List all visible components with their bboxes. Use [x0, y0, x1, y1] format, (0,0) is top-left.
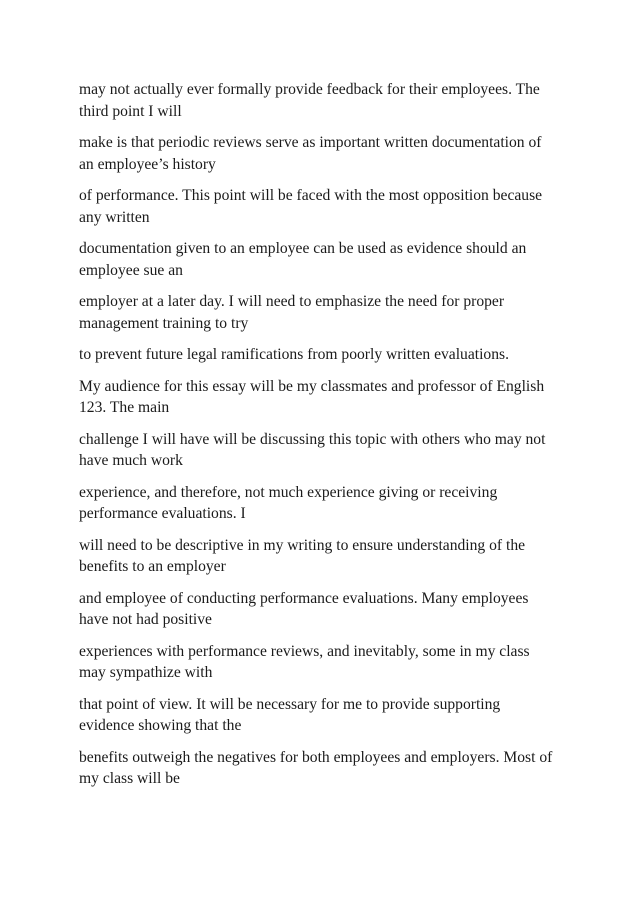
paragraph: experiences with performance reviews, and inevitably, some in my class may sympathize with	[79, 642, 530, 681]
paragraph: of performance. This point will be faced with the most opposition because any written	[79, 187, 543, 226]
paragraph: challenge I will have will be discussing this topic with others who may not have much work	[79, 430, 546, 469]
paragraph: benefits outweigh the negatives for both employees and employers. Most of my class will be	[79, 748, 553, 787]
paragraph: will need to be descriptive in my writing to ensure understanding of the benefits to an employer	[79, 536, 526, 575]
paragraph: and employee of conducting performance evaluations. Many employees have not had positive	[79, 589, 529, 628]
document-body	[79, 79, 559, 800]
paragraph: My audience for this essay will be my classmates and professor of English 123. The main	[79, 377, 545, 416]
paragraph: that point of view. It will be necessary for me to provide supporting evidence showing that the	[79, 695, 501, 734]
paragraph: make is that periodic reviews serve as important written documentation of an employee’s history	[79, 134, 542, 173]
paragraph: experience, and therefore, not much experience giving or receiving performance evaluations. I	[79, 483, 498, 522]
paragraph: may not actually ever formally provide feedback for their employees. The third point I will	[79, 81, 540, 120]
paragraph: employer at a later day. I will need to emphasize the need for proper management training to try	[79, 293, 505, 332]
paragraph: to prevent future legal ramifications from poorly written evaluations.	[79, 346, 509, 363]
paragraph: documentation given to an employee can be used as evidence should an employee sue an	[79, 240, 527, 279]
